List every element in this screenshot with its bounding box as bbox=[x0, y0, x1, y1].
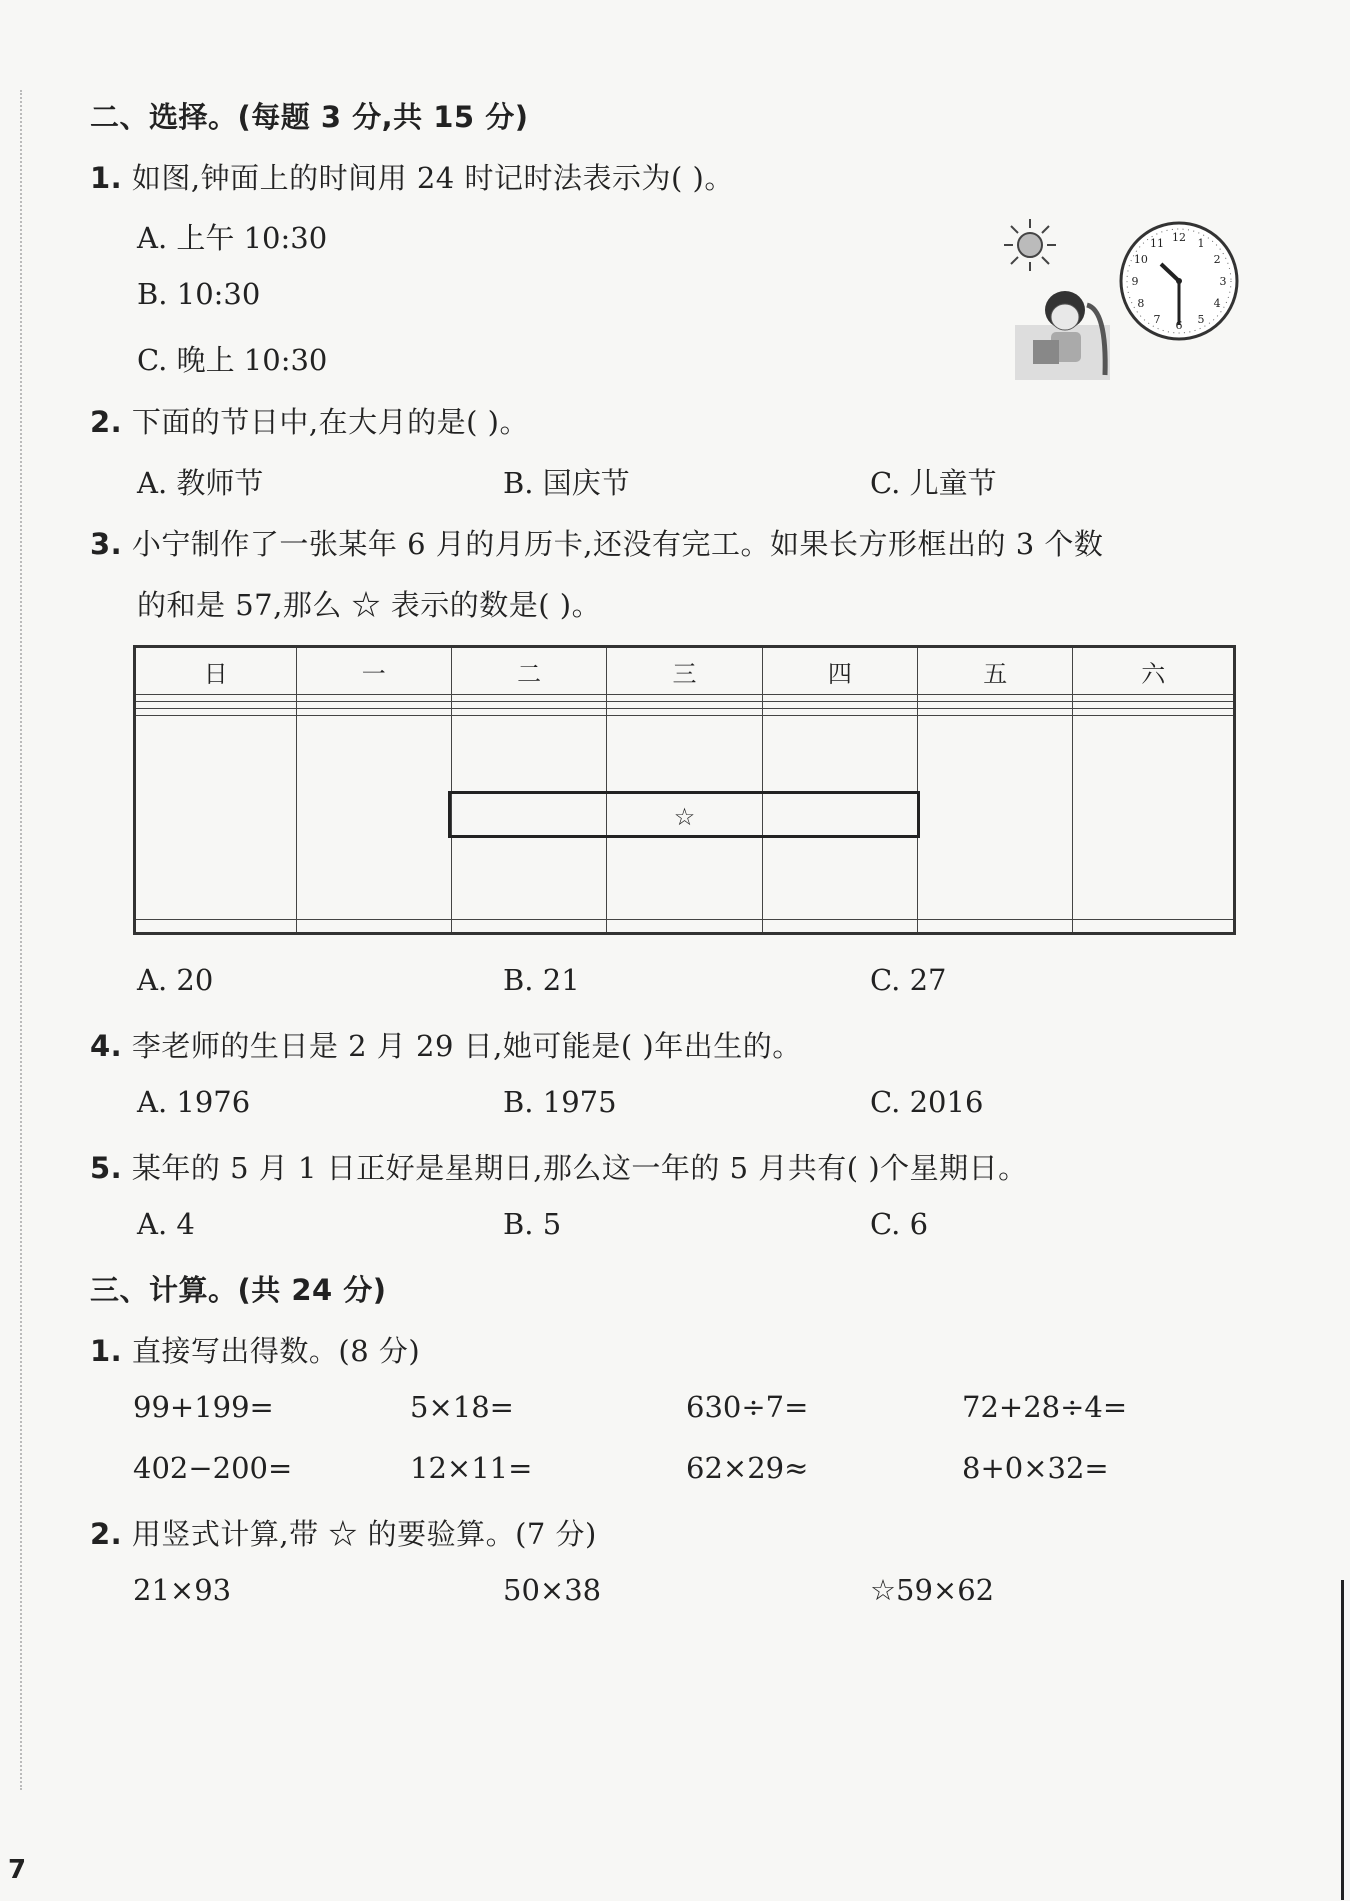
q5-number: 5. bbox=[90, 1151, 123, 1185]
calendar-row bbox=[135, 709, 1235, 716]
binding-margin-line bbox=[20, 90, 22, 1790]
clock-numeral: 1 bbox=[1197, 236, 1205, 250]
q3-text-line1: 小宁制作了一张某年 6 月的月历卡,还没有完工。如果长方形框出的 3 个数 bbox=[131, 527, 1104, 561]
clock-numeral: 6 bbox=[1175, 319, 1183, 332]
q4-option-c[interactable]: C. 2016 bbox=[870, 1085, 984, 1119]
q4-text: 李老师的生日是 2 月 29 日,她可能是( )年出生的。 bbox=[131, 1029, 802, 1063]
calendar-header-tue: 二 bbox=[451, 647, 606, 695]
q2-stem bbox=[90, 400, 529, 441]
calc-item: 8+0×32= bbox=[962, 1451, 1109, 1485]
q3-stem bbox=[90, 522, 1103, 563]
s3-q2-number: 2. bbox=[90, 1517, 123, 1551]
s3-q1-number: 1. bbox=[90, 1334, 123, 1368]
page-number: 7 bbox=[8, 1855, 27, 1885]
q1-option-a[interactable]: A. 上午 10:30 bbox=[137, 221, 328, 255]
sun-icon bbox=[1000, 215, 1060, 275]
calc-item: 402−200= bbox=[133, 1451, 293, 1485]
calendar-row bbox=[135, 919, 1235, 933]
girl-reading-illustration bbox=[1015, 285, 1115, 380]
s3-q1-stem bbox=[90, 1329, 420, 1370]
calendar-highlight-box bbox=[448, 791, 920, 838]
q3-text-line2: 的和是 57,那么 ☆ 表示的数是( )。 bbox=[137, 588, 602, 622]
q5-stem bbox=[90, 1146, 1028, 1187]
clock-face bbox=[1118, 220, 1240, 342]
s3-q2-stem bbox=[90, 1512, 597, 1553]
calendar-header-sat: 六 bbox=[1073, 647, 1235, 695]
q4-stem bbox=[90, 1024, 802, 1065]
calendar-header-thu: 四 bbox=[762, 647, 917, 695]
q2-text: 下面的节日中,在大月的是( )。 bbox=[131, 405, 529, 439]
q1-stem bbox=[90, 156, 734, 197]
calendar-header-mon: 一 bbox=[296, 647, 451, 695]
s3-q2-text: 用竖式计算,带 ☆ 的要验算。(7 分) bbox=[131, 1517, 597, 1551]
calendar-header-wed: 三 bbox=[607, 647, 762, 695]
q4-option-b[interactable]: B. 1975 bbox=[503, 1085, 617, 1119]
clock-numeral: 5 bbox=[1197, 313, 1205, 327]
vertical-calc-item: ☆59×62 bbox=[870, 1573, 995, 1607]
q5-option-a[interactable]: A. 4 bbox=[137, 1207, 195, 1241]
vertical-calc-item: 21×93 bbox=[133, 1573, 232, 1607]
clock-numeral: 8 bbox=[1137, 297, 1145, 310]
clock-numeral: 3 bbox=[1219, 275, 1227, 288]
calc-item: 12×11= bbox=[410, 1451, 533, 1485]
q1-text: 如图,钟面上的时间用 24 时记时法表示为( )。 bbox=[131, 161, 734, 195]
clock-numeral: 7 bbox=[1153, 313, 1161, 327]
q5-text: 某年的 5 月 1 日正好是星期日,那么这一年的 5 月共有( )个星期日。 bbox=[131, 1151, 1028, 1185]
page-edge-bar bbox=[1341, 1580, 1344, 1900]
q3-option-c[interactable]: C. 27 bbox=[870, 963, 947, 997]
q2-option-b[interactable]: B. 国庆节 bbox=[503, 466, 630, 500]
calendar-grid bbox=[133, 645, 1236, 935]
s3-q1-text: 直接写出得数。(8 分) bbox=[131, 1334, 421, 1368]
q2-option-a[interactable]: A. 教师节 bbox=[137, 466, 264, 500]
q5-option-b[interactable]: B. 5 bbox=[503, 1207, 562, 1241]
q1-option-c[interactable]: C. 晚上 10:30 bbox=[137, 343, 328, 377]
section3-title: 三、计算。(共 24 分) bbox=[90, 1273, 387, 1307]
clock-numeral: 9 bbox=[1131, 275, 1139, 288]
vertical-calc-item: 50×38 bbox=[503, 1573, 602, 1607]
q4-number: 4. bbox=[90, 1029, 123, 1063]
q2-number: 2. bbox=[90, 405, 123, 439]
clock-numeral: 2 bbox=[1213, 253, 1221, 266]
q2-option-c[interactable]: C. 儿童节 bbox=[870, 466, 997, 500]
clock-numeral: 10 bbox=[1133, 253, 1148, 266]
q3-option-a[interactable]: A. 20 bbox=[137, 963, 214, 997]
q5-option-c[interactable]: C. 6 bbox=[870, 1207, 929, 1241]
calendar-header-fri: 五 bbox=[918, 647, 1073, 695]
calc-item: 62×29≈ bbox=[686, 1451, 809, 1485]
q3-number: 3. bbox=[90, 527, 123, 561]
calendar-row bbox=[135, 695, 1235, 702]
q4-option-a[interactable]: A. 1976 bbox=[137, 1085, 251, 1119]
q1-number: 1. bbox=[90, 161, 123, 195]
calc-item: 72+28÷4= bbox=[962, 1390, 1128, 1424]
clock-numeral: 11 bbox=[1150, 236, 1164, 250]
section2-title: 二、选择。(每题 3 分,共 15 分) bbox=[90, 100, 529, 134]
calendar-star-cell: ☆ bbox=[607, 716, 762, 920]
clock-numeral: 4 bbox=[1213, 297, 1221, 310]
clock-numeral: 12 bbox=[1172, 231, 1186, 244]
calc-item: 5×18= bbox=[410, 1390, 514, 1424]
q1-option-b[interactable]: B. 10:30 bbox=[137, 277, 261, 311]
calc-item: 630÷7= bbox=[686, 1390, 809, 1424]
calendar-header-sun: 日 bbox=[135, 647, 297, 695]
q3-option-b[interactable]: B. 21 bbox=[503, 963, 580, 997]
calc-item: 99+199= bbox=[133, 1390, 274, 1424]
calendar-row bbox=[135, 702, 1235, 709]
